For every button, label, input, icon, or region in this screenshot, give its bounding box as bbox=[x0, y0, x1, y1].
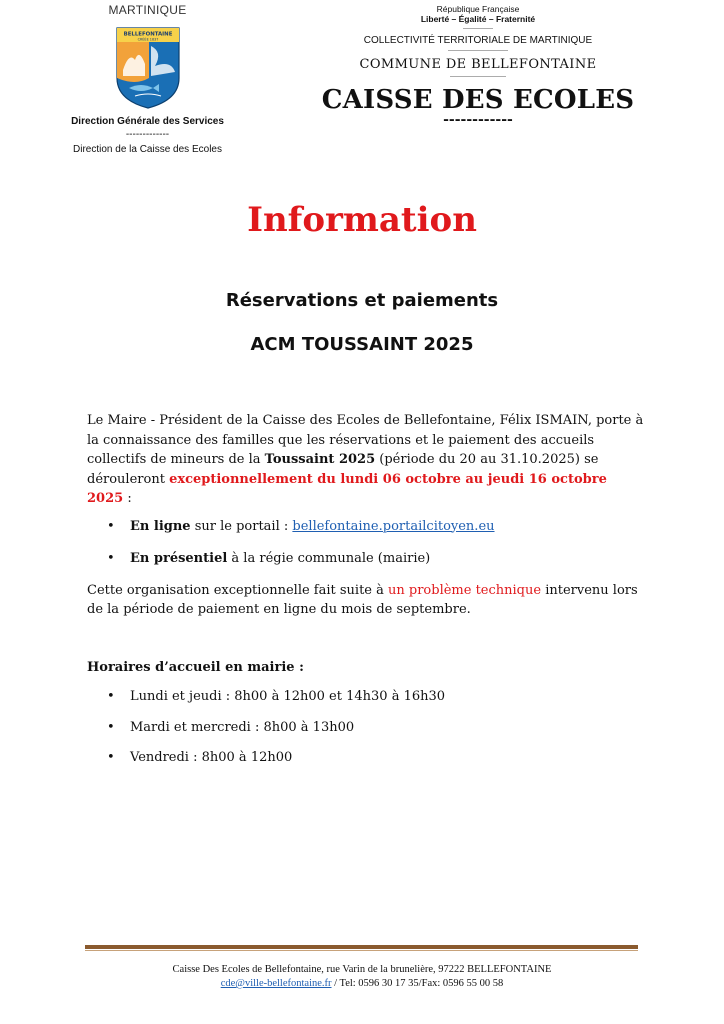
footer-rule bbox=[85, 945, 638, 949]
list-item bbox=[87, 748, 647, 768]
hours-lundi-jeudi: Lundi et jeudi : 8h00 à 12h00 et 14h30 à 16h30 bbox=[130, 689, 446, 704]
bullet-en-ligne: En ligne bbox=[130, 518, 191, 534]
footer-contact: / Tel: 0596 30 17 35/Fax: 0596 55 00 58 bbox=[331, 978, 504, 989]
left-header bbox=[55, 0, 240, 155]
svg-text:BELLEFONTAINE: BELLEFONTAINE bbox=[123, 31, 172, 38]
separator-1: --------------- bbox=[463, 26, 493, 32]
bullet-presentiel: En présentiel bbox=[130, 551, 228, 566]
list-item bbox=[87, 549, 647, 569]
intro-paragraph bbox=[87, 411, 647, 509]
caisse-title: CAISSE DES ECOLES bbox=[321, 85, 635, 115]
intro-text-a: Le Maire - Président de la Caisse des Ecoles de Bellefontaine, Félix ISMAIN, porte à la connaissance des familles que les réservations et le paiement des accueils collectifs de mineurs de la bbox=[87, 413, 644, 467]
footer bbox=[0, 963, 724, 991]
list-item bbox=[87, 687, 647, 707]
right-header bbox=[318, 0, 638, 127]
explanation-text-problem: un problème technique bbox=[388, 582, 542, 598]
page-title: Information bbox=[247, 200, 477, 240]
subtitle-acm: ACM TOUSSAINT 2025 bbox=[250, 334, 474, 355]
body-content bbox=[87, 411, 647, 779]
caisse-separator: ------------ bbox=[443, 112, 513, 128]
explanation-text-b: intervenu lors de la période de paiement en ligne du mois de septembre. bbox=[87, 582, 638, 617]
bullet-icon: • bbox=[107, 750, 115, 765]
portal-link[interactable]: bellefontaine.portailcitoyen.eu bbox=[292, 518, 495, 534]
explanation-text-a: Cette organisation exceptionnelle fait suite à bbox=[87, 582, 389, 598]
direction-generale-label: Direction Générale des Services bbox=[71, 116, 224, 127]
footer-contact-line bbox=[0, 977, 724, 991]
channel-list bbox=[87, 517, 647, 569]
bullet-en-ligne-text: sur le portail : bbox=[190, 518, 293, 534]
bullet-icon: • bbox=[107, 689, 115, 704]
hours-mardi-mercredi: Mardi et mercredi : 8h00 à 13h00 bbox=[130, 719, 355, 735]
intro-text-dates: exceptionnellement du lundi 06 octobre au jeudi 16 octobre 2025 bbox=[87, 471, 607, 506]
bellefontaine-crest-icon bbox=[115, 26, 181, 110]
hours-title: Horaires d’accueil en mairie : bbox=[87, 659, 304, 675]
svg-text:CRÉÉE 1837: CRÉÉE 1837 bbox=[137, 37, 158, 42]
direction-caisse-label: Direction de la Caisse des Ecoles bbox=[73, 144, 222, 155]
bullet-icon: • bbox=[107, 551, 115, 566]
bullet-icon: • bbox=[107, 719, 115, 735]
region-label: MARTINIQUE bbox=[108, 3, 187, 17]
devise-label: Liberté – Égalité – Fraternité bbox=[420, 14, 536, 24]
bullet-presentiel-text: à la régie communale (mairie) bbox=[227, 551, 431, 566]
separator-2: ------------------------------ bbox=[448, 48, 508, 54]
republique-label: République Française bbox=[436, 4, 520, 14]
separator-3: ---------------------------- bbox=[450, 74, 506, 80]
hours-vendredi: Vendredi : 8h00 à 12h00 bbox=[130, 750, 293, 765]
collectivite-label: COLLECTIVITÉ TERRITORIALE DE MARTINIQUE bbox=[363, 35, 593, 46]
explanation-paragraph bbox=[87, 581, 647, 620]
list-item bbox=[87, 517, 647, 537]
intro-text-b: (période du 20 au 31.10.2025) se dérouleront bbox=[87, 452, 599, 487]
footer-email-link[interactable]: cde@ville-bellefontaine.fr bbox=[220, 978, 332, 989]
commune-label: COMMUNE DE BELLEFONTAINE bbox=[359, 57, 597, 72]
hours-list bbox=[87, 687, 647, 768]
bullet-icon: • bbox=[107, 518, 115, 534]
subtitle-reservations: Réservations et paiements bbox=[225, 290, 499, 311]
left-separator: ------------- bbox=[125, 129, 170, 140]
intro-text-c: : bbox=[123, 491, 132, 506]
footer-address: Caisse Des Ecoles de Bellefontaine, rue Varin de la brunelière, 97222 BELLEFONTAINE bbox=[172, 964, 552, 975]
footer-rule-thin bbox=[85, 950, 638, 951]
list-item bbox=[87, 718, 647, 738]
intro-text-toussaint: Toussaint 2025 bbox=[264, 452, 376, 467]
